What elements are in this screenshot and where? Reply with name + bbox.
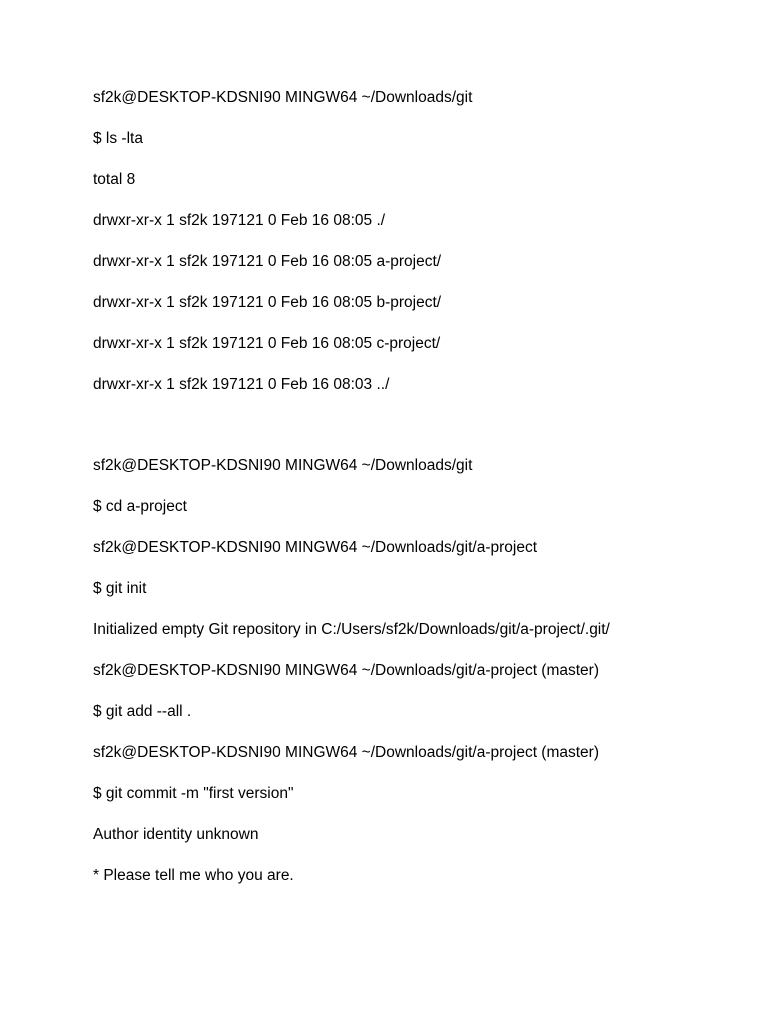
output-line: Initialized empty Git repository in C:/Users/sf2k/Downloads/git/a-project/.git/	[93, 621, 610, 638]
command-line: $ cd a-project	[93, 498, 187, 515]
command-line: $ git commit -m "first version"	[93, 785, 294, 802]
command-line: $ git add --all .	[93, 703, 192, 720]
output-line: total 8	[93, 171, 136, 188]
prompt-line: sf2k@DESKTOP-KDSNI90 MINGW64 ~/Downloads/git	[93, 457, 473, 474]
output-line: drwxr-xr-x 1 sf2k 197121 0 Feb 16 08:05 ./	[93, 212, 386, 229]
output-line: drwxr-xr-x 1 sf2k 197121 0 Feb 16 08:05 b-project/	[93, 294, 442, 311]
command-line: $ ls -lta	[93, 130, 143, 147]
command-line: $ git init	[93, 580, 147, 597]
prompt-line: sf2k@DESKTOP-KDSNI90 MINGW64 ~/Downloads/git/a-project	[93, 539, 538, 556]
output-line: drwxr-xr-x 1 sf2k 197121 0 Feb 16 08:03 ../	[93, 376, 390, 393]
output-line: Author identity unknown	[93, 826, 259, 843]
output-line: * Please tell me who you are.	[93, 867, 294, 884]
prompt-line: sf2k@DESKTOP-KDSNI90 MINGW64 ~/Downloads/git/a-project (master)	[93, 662, 600, 679]
output-line: drwxr-xr-x 1 sf2k 197121 0 Feb 16 08:05 a-project/	[93, 253, 442, 270]
output-line: drwxr-xr-x 1 sf2k 197121 0 Feb 16 08:05 c-project/	[93, 335, 441, 352]
prompt-line: sf2k@DESKTOP-KDSNI90 MINGW64 ~/Downloads/git	[93, 89, 473, 106]
prompt-line: sf2k@DESKTOP-KDSNI90 MINGW64 ~/Downloads/git/a-project (master)	[93, 744, 600, 761]
